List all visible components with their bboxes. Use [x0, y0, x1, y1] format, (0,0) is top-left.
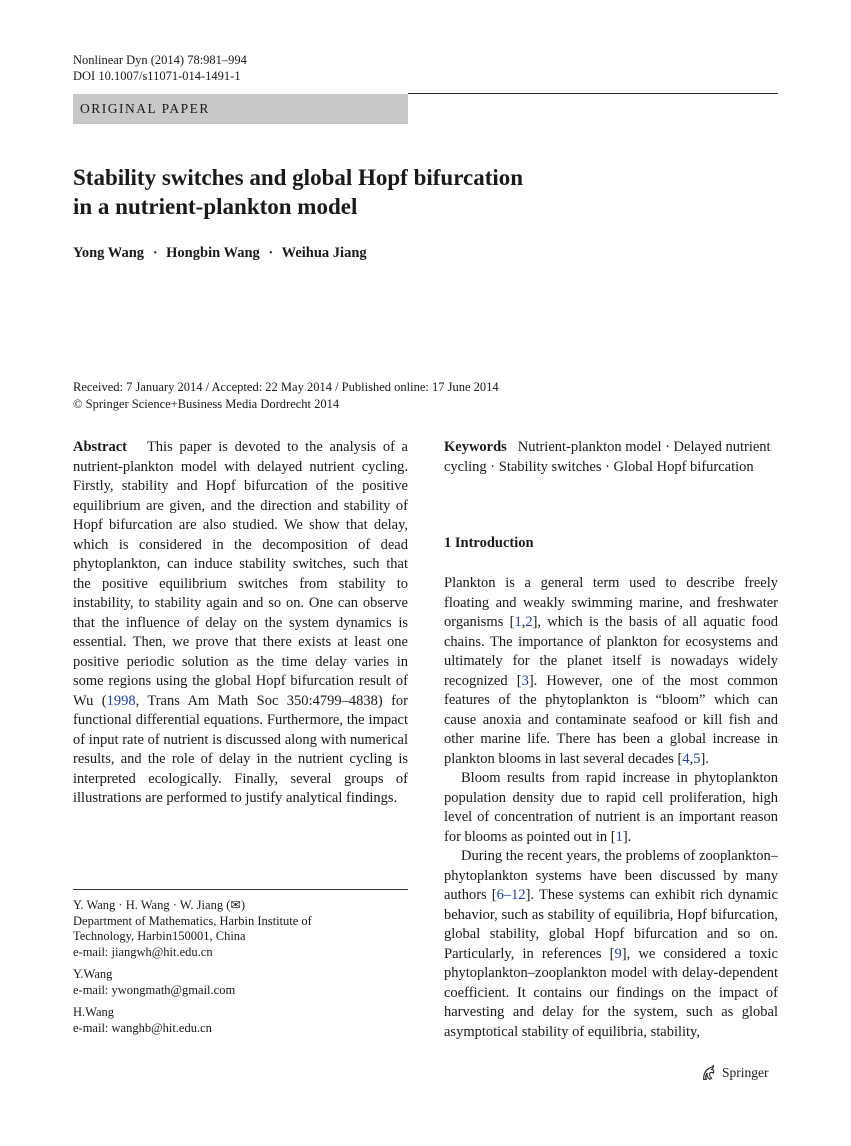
department-cont: Technology, Harbin150001, China [73, 929, 246, 943]
abstract-label: Abstract [73, 439, 127, 455]
author-list [73, 245, 367, 262]
reference-link[interactable]: 6–12 [496, 887, 526, 903]
affiliations [73, 898, 408, 1036]
introduction-body [444, 574, 778, 1042]
author-separator: · [268, 245, 274, 261]
header-rule [408, 93, 778, 94]
email[interactable]: e-mail: wanghb@hit.edu.cn [73, 1020, 212, 1035]
title-line-2: in a nutrient-plankton model [73, 194, 358, 219]
abstract-text: This paper is devoted to the analysis of a nutrient-plankton model with delayed nutrient cycling. Firstly, stability and Hopf bifurcation of the positive equilibrium are given, and the direction and stability of Hopf bifurcation are also studied. We show that delay, which is considered in the decomposition of dead phytoplankton, can induce stability switches, such that the positive equilibrium switches from stability to instability, to stability again and so on. One can observe that the influence of delay on the system dynamics is essential. Then, we prove that there exists at least one positive periodic solution as the time delay varies in some regions using the global Hopf bifurcation result of Wu ( [73, 439, 408, 709]
journal-header [73, 52, 247, 84]
author-names: Y. Wang · H. Wang · W. Jiang (✉) [73, 898, 245, 912]
doi: DOI 10.1007/s11071-014-1491-1 [73, 69, 241, 83]
paragraph: Bloom results from rapid increase in phytoplankton population density due to rapid cell proliferation, high level of concentration of nutrient is an important reason for blooms as pointed out in [1]. [444, 770, 778, 845]
publisher-logo [700, 1064, 769, 1082]
footnote-rule [73, 889, 408, 890]
reference-link[interactable]: 4 [682, 750, 690, 767]
author-separator: · [152, 245, 158, 261]
citation-link[interactable]: 1998 [106, 692, 136, 709]
author-name: H.Wang [73, 1005, 114, 1019]
section-heading: 1 Introduction [444, 535, 534, 551]
paper-title [73, 163, 773, 221]
email[interactable]: e-mail: ywongmath@gmail.com [73, 982, 236, 997]
dates-line: Received: 7 January 2014 / Accepted: 22 May 2014 / Published online: 17 June 2014 [73, 380, 499, 394]
paragraph: During the recent years, the problems of zooplankton–phytoplankton systems have been discussed by many authors [6–12]. These systems can exhibit rich dynamic behavior, such as stability of equilibria, Hopf bifurcation, global stability, global Hopf bifurcation and so on. Particularly, in references [9], we considered a toxic phytoplankton–zooplankton model with delay-dependent coefficient. It contains our findings on the impact of harvesting and delay for the system, such as global asymptotical stability of equilibria, stability, [444, 848, 778, 1040]
reference-link[interactable]: 3 [521, 672, 529, 689]
paragraph: Plankton is a general term used to describe freely floating and weakly swimming marine, and freshwater organisms [1,2], which is the basis of all aquatic food chains. The importance of plankton for ecosystems and ultimately for the planet itself is nowadays widely recognized [3]. However, one of the most common features of the phytoplankton is “bloom” which can cause anoxia and contaminate seafood or kill fish and other marine life. There has been a global increase in plankton blooms in last several decades [4,5]. [444, 575, 778, 767]
article-type-band: ORIGINAL PAPER [73, 94, 408, 124]
reference-link[interactable]: 1 [615, 828, 623, 845]
author-3: Weihua Jiang [281, 245, 367, 261]
journal-citation: Nonlinear Dyn (2014) 78:981–994 [73, 53, 247, 67]
reference-link[interactable]: 5 [693, 750, 701, 767]
reference-link[interactable]: 1 [514, 614, 522, 630]
copyright-line: © Springer Science+Business Media Dordrecht 2014 [73, 396, 340, 411]
springer-horse-icon [700, 1064, 718, 1082]
title-line-1: Stability switches and global Hopf bifurcation [73, 165, 524, 190]
reference-link[interactable]: 2 [525, 614, 533, 630]
author-2: Hongbin Wang [166, 245, 260, 261]
author-1: Yong Wang [73, 245, 145, 261]
publisher-name: Springer [722, 1065, 769, 1080]
publication-dates [73, 379, 499, 412]
keywords-text: Nutrient-plankton model · Delayed nutrient cycling · Stability switches · Global Hopf bifurcation [444, 439, 771, 475]
keywords [444, 438, 778, 477]
abstract [73, 438, 408, 809]
email[interactable]: e-mail: jiangwh@hit.edu.cn [73, 944, 213, 959]
keywords-label: Keywords [444, 439, 507, 455]
abstract-text-cont: , Trans Am Math Soc 350:4799–4838) for functional differential equations. Furthermore, the impact of input rate of nutrient is discussed along with numerical results, and the role of delay in the nutrient cycling is interpreted ecologically. Finally, several groups of illustrations are performed to justify analytical findings. [73, 692, 408, 806]
department: Department of Mathematics, Harbin Institute of [73, 913, 312, 928]
reference-link[interactable]: 9 [614, 945, 622, 962]
author-name: Y.Wang [73, 967, 113, 981]
